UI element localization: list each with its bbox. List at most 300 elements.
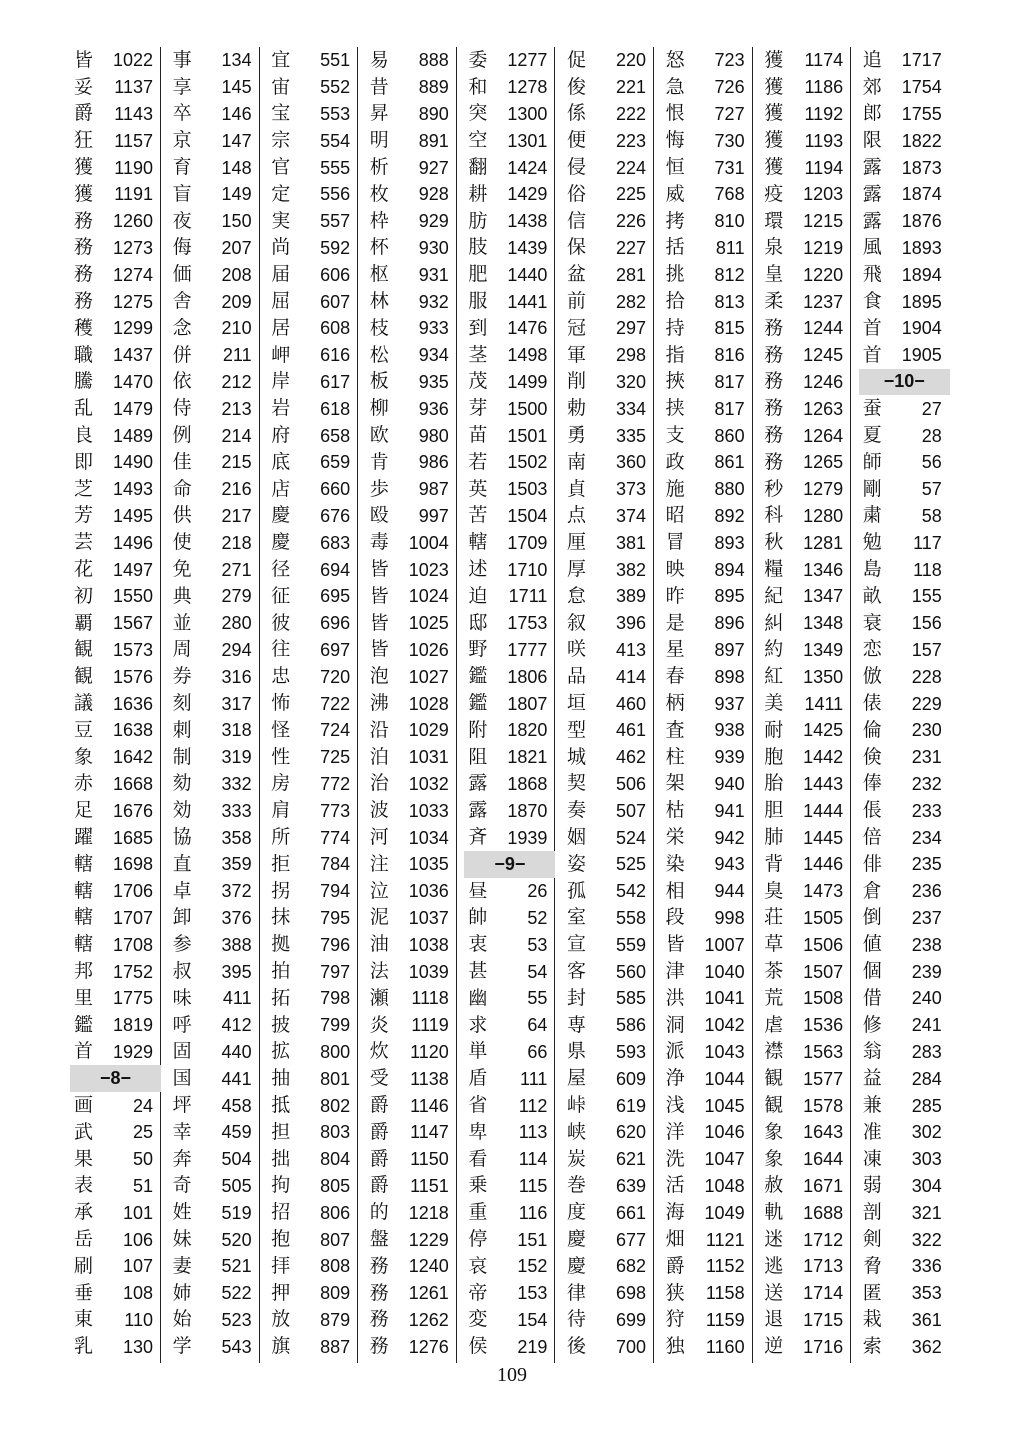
- entry-number: 812: [714, 264, 745, 285]
- kanji-character: 垂: [74, 1281, 94, 1304]
- entry-number: 302: [911, 1122, 942, 1143]
- index-entry: [70, 476, 161, 503]
- index-column: [662, 47, 753, 1363]
- kanji-character: 観: [74, 638, 94, 661]
- entry-number: 522: [221, 1283, 252, 1304]
- entry-number: 1755: [901, 103, 942, 124]
- kanji-character: 命: [172, 477, 192, 500]
- index-entry: [563, 1280, 654, 1307]
- kanji-character: 客: [567, 960, 587, 983]
- entry-number: 524: [615, 827, 646, 848]
- entry-number: 1712: [803, 1229, 844, 1250]
- kanji-character: 表: [74, 1174, 94, 1197]
- entry-number: 1893: [901, 237, 942, 258]
- entry-number: 236: [911, 881, 942, 902]
- index-entry: [464, 1226, 555, 1253]
- entry-number: 505: [221, 1175, 252, 1196]
- index-entry: [70, 1226, 161, 1253]
- kanji-character: 沿: [369, 718, 389, 741]
- entry-number: 804: [320, 1149, 351, 1170]
- entry-number: 1275: [112, 291, 153, 312]
- index-entry: [859, 985, 950, 1012]
- entry-number: 1042: [704, 1015, 745, 1036]
- index-entry: [169, 1333, 260, 1360]
- kanji-character: 枝: [369, 316, 389, 339]
- index-entry: [563, 958, 654, 985]
- index-entry: [662, 985, 753, 1012]
- entry-number: 607: [320, 291, 351, 312]
- kanji-character: 姉: [172, 1281, 192, 1304]
- index-entry: [70, 154, 161, 181]
- kanji-character: 剛: [862, 477, 882, 500]
- index-entry: [760, 771, 851, 798]
- kanji-character: 昨: [665, 584, 685, 607]
- index-entry: [563, 1039, 654, 1066]
- index-entry: [859, 771, 950, 798]
- index-entry: [464, 1065, 555, 1092]
- index-entry: [760, 1092, 851, 1119]
- entry-number: 1039: [408, 961, 449, 982]
- index-entry: [169, 851, 260, 878]
- kanji-character: 荘: [764, 906, 784, 929]
- entry-number: 232: [911, 773, 942, 794]
- entry-number: 52: [527, 907, 548, 928]
- entry-number: 316: [221, 666, 252, 687]
- kanji-character: 糧: [764, 558, 784, 581]
- kanji-character: 柄: [665, 692, 685, 715]
- index-entry: [70, 663, 161, 690]
- entry-number: 271: [221, 559, 252, 580]
- kanji-character: 室: [567, 906, 587, 929]
- index-entry: [760, 476, 851, 503]
- index-entry: [760, 797, 851, 824]
- entry-number: 1299: [112, 318, 153, 339]
- kanji-character: 芝: [74, 477, 94, 500]
- entry-number: 773: [320, 800, 351, 821]
- kanji-character: 貞: [567, 477, 587, 500]
- entry-number: 730: [714, 130, 745, 151]
- index-entry: [760, 958, 851, 985]
- kanji-character: 沸: [369, 692, 389, 715]
- kanji-character: 国: [172, 1067, 192, 1090]
- entry-number: 1160: [705, 1336, 745, 1357]
- index-entry: [662, 154, 753, 181]
- entry-number: 1348: [803, 613, 844, 634]
- kanji-character: 忠: [271, 665, 291, 688]
- entry-number: 335: [615, 425, 646, 446]
- entry-number: 58: [921, 505, 942, 526]
- kanji-character: 和: [468, 75, 488, 98]
- entry-number: 1441: [507, 291, 548, 312]
- kanji-character: 退: [764, 1308, 784, 1331]
- entry-number: 699: [615, 1309, 646, 1330]
- entry-number: 1577: [803, 1068, 844, 1089]
- entry-number: 55: [527, 988, 548, 1009]
- index-entry: [760, 931, 851, 958]
- entry-number: 1265: [803, 452, 844, 473]
- index-entry: [169, 958, 260, 985]
- entry-number: 1118: [411, 988, 449, 1009]
- index-entry: [70, 610, 161, 637]
- entry-number: 1504: [507, 505, 548, 526]
- index-entry: [662, 663, 753, 690]
- kanji-character: 所: [271, 826, 291, 849]
- entry-number: 388: [221, 934, 252, 955]
- kanji-character: 昼: [468, 879, 488, 902]
- kanji-character: 店: [271, 477, 291, 500]
- index-entry: [267, 985, 358, 1012]
- index-entry: [169, 771, 260, 798]
- kanji-character: 美: [764, 692, 784, 715]
- kanji-character: 爵: [369, 1120, 389, 1143]
- index-entry: [70, 235, 161, 262]
- entry-number: 117: [913, 532, 942, 553]
- entry-number: 980: [418, 425, 449, 446]
- index-entry: [267, 449, 358, 476]
- index-entry: [169, 449, 260, 476]
- kanji-character: 倀: [862, 799, 882, 822]
- kanji-character: 疫: [764, 182, 784, 205]
- kanji-character: 是: [665, 611, 685, 634]
- kanji-character: 持: [665, 316, 685, 339]
- entry-number: 1536: [803, 1015, 844, 1036]
- kanji-character: 務: [74, 263, 94, 286]
- index-entry: [859, 1146, 950, 1173]
- entry-number: 798: [320, 988, 351, 1009]
- entry-number: 696: [320, 613, 351, 634]
- entry-number: 1276: [408, 1336, 449, 1357]
- index-entry: [267, 181, 358, 208]
- kanji-character: 逆: [764, 1335, 784, 1358]
- kanji-character: 観: [74, 665, 94, 688]
- kanji-character: 城: [567, 745, 587, 768]
- entry-number: 460: [615, 693, 646, 714]
- kanji-character: 拘: [271, 1174, 291, 1197]
- entry-number: 297: [615, 318, 646, 339]
- entry-number: 130: [122, 1336, 153, 1357]
- entry-number: 724: [320, 720, 351, 741]
- entry-number: 661: [615, 1202, 646, 1223]
- index-entry: [760, 449, 851, 476]
- entry-number: 888: [418, 50, 449, 71]
- index-entry: [267, 851, 358, 878]
- kanji-character: 食: [862, 290, 882, 313]
- kanji-character: 泊: [369, 745, 389, 768]
- kanji-character: 欧: [369, 424, 389, 447]
- index-entry: [169, 583, 260, 610]
- index-entry: [662, 235, 753, 262]
- kanji-character: 狩: [665, 1308, 685, 1331]
- index-entry: [662, 1173, 753, 1200]
- index-entry: [859, 261, 950, 288]
- index-entry: [563, 690, 654, 717]
- kanji-character: 悔: [665, 129, 685, 152]
- kanji-character: 易: [369, 48, 389, 71]
- index-entry: [464, 771, 555, 798]
- entry-number: 1894: [901, 264, 942, 285]
- kanji-character: 明: [369, 129, 389, 152]
- kanji-character: 胆: [764, 799, 784, 822]
- index-entry: [464, 797, 555, 824]
- kanji-character: 英: [468, 477, 488, 500]
- kanji-character: 栽: [862, 1308, 882, 1331]
- kanji-character: 南: [567, 450, 587, 473]
- entry-number: 441: [221, 1068, 252, 1089]
- kanji-character: 咲: [567, 638, 587, 661]
- index-entry: [70, 1307, 161, 1334]
- entry-number: 1493: [112, 479, 153, 500]
- entry-number: 552: [320, 77, 351, 98]
- index-entry: [464, 1253, 555, 1280]
- index-entry: [169, 181, 260, 208]
- kanji-character: 併: [172, 343, 192, 366]
- kanji-character: 固: [172, 1040, 192, 1063]
- stroke-count-header: [70, 1065, 161, 1092]
- kanji-index-columns: [70, 47, 958, 1363]
- entry-number: 695: [320, 586, 351, 607]
- entry-number: 50: [132, 1149, 153, 1170]
- entry-number: 1500: [507, 398, 548, 419]
- entry-number: 801: [320, 1068, 351, 1089]
- index-entry: [760, 422, 851, 449]
- entry-number: 1263: [803, 398, 844, 419]
- entry-number: 1279: [803, 479, 844, 500]
- kanji-character: 務: [369, 1308, 389, 1331]
- index-entry: [366, 905, 457, 932]
- kanji-character: 冠: [567, 316, 587, 339]
- index-entry: [267, 771, 358, 798]
- entry-number: 892: [714, 505, 745, 526]
- index-entry: [70, 556, 161, 583]
- entry-number: 53: [527, 934, 548, 955]
- entry-number: 376: [221, 907, 252, 928]
- index-entry: [563, 74, 654, 101]
- entry-number: 157: [911, 639, 942, 660]
- index-entry: [267, 1039, 358, 1066]
- kanji-character: 抹: [271, 906, 291, 929]
- index-entry: [859, 878, 950, 905]
- index-entry: [859, 154, 950, 181]
- index-entry: [366, 1253, 457, 1280]
- index-entry: [662, 476, 753, 503]
- kanji-character: 効: [172, 799, 192, 822]
- kanji-character: 段: [665, 906, 685, 929]
- entry-number: 215: [221, 452, 252, 473]
- kanji-character: 露: [862, 209, 882, 232]
- index-entry: [859, 717, 950, 744]
- index-entry: [267, 824, 358, 851]
- kanji-character: 兼: [862, 1094, 882, 1117]
- index-entry: [70, 127, 161, 154]
- index-entry: [859, 1253, 950, 1280]
- index-entry: [464, 127, 555, 154]
- entry-number: 1676: [112, 800, 153, 821]
- kanji-character: 枢: [369, 263, 389, 286]
- entry-number: 803: [320, 1122, 351, 1143]
- index-entry: [366, 1333, 457, 1360]
- kanji-character: 独: [665, 1335, 685, 1358]
- entry-number: 1190: [114, 157, 153, 178]
- index-entry: [169, 1307, 260, 1334]
- kanji-character: 獲: [764, 48, 784, 71]
- index-entry: [464, 261, 555, 288]
- entry-number: 1281: [803, 532, 844, 553]
- kanji-character: 虐: [764, 1013, 784, 1036]
- kanji-character: 芳: [74, 504, 94, 527]
- entry-number: 1174: [804, 50, 844, 71]
- entry-number: 156: [911, 613, 942, 634]
- kanji-character: 芽: [468, 397, 488, 420]
- entry-number: 1022: [112, 50, 153, 71]
- index-entry: [366, 824, 457, 851]
- kanji-character: 昔: [369, 75, 389, 98]
- index-entry: [662, 208, 753, 235]
- entry-number: 504: [221, 1149, 252, 1170]
- entry-number: 1717: [901, 50, 942, 71]
- entry-number: 815: [714, 318, 745, 339]
- entry-number: 111: [520, 1068, 548, 1089]
- kanji-character: 粛: [862, 504, 882, 527]
- entry-number: 861: [714, 452, 745, 473]
- entry-number: 1026: [408, 639, 449, 660]
- entry-number: 1034: [408, 827, 449, 848]
- entry-number: 1490: [112, 452, 153, 473]
- kanji-character: 露: [468, 799, 488, 822]
- kanji-character: 免: [172, 558, 192, 581]
- entry-number: 64: [527, 1015, 548, 1036]
- entry-number: 1688: [803, 1202, 844, 1223]
- kanji-character: 到: [468, 316, 488, 339]
- kanji-character: 居: [271, 316, 291, 339]
- kanji-character: 炎: [369, 1013, 389, 1036]
- entry-number: 222: [615, 103, 646, 124]
- entry-number: 1143: [114, 103, 153, 124]
- kanji-character: 卸: [172, 906, 192, 929]
- kanji-character: 係: [567, 102, 587, 125]
- kanji-character: 屈: [271, 290, 291, 313]
- index-entry: [464, 235, 555, 262]
- entry-number: 461: [615, 720, 646, 741]
- kanji-character: 拓: [271, 986, 291, 1009]
- entry-number: 1037: [408, 907, 449, 928]
- kanji-character: 括: [665, 236, 685, 259]
- index-entry: [662, 47, 753, 74]
- index-entry: [267, 663, 358, 690]
- entry-number: 146: [221, 103, 252, 124]
- index-entry: [366, 288, 457, 315]
- kanji-character: 拝: [271, 1254, 291, 1277]
- index-entry: [859, 958, 950, 985]
- index-entry: [169, 690, 260, 717]
- index-entry: [760, 154, 851, 181]
- index-entry: [859, 1333, 950, 1360]
- index-entry: [70, 1039, 161, 1066]
- index-entry: [169, 931, 260, 958]
- entry-number: 676: [320, 505, 351, 526]
- index-entry: [464, 1092, 555, 1119]
- entry-number: 336: [911, 1256, 942, 1277]
- index-entry: [267, 369, 358, 396]
- kanji-character: 覇: [74, 611, 94, 634]
- entry-number: 1576: [112, 666, 153, 687]
- kanji-character: 弱: [862, 1174, 882, 1197]
- entry-number: 1048: [704, 1175, 745, 1196]
- index-entry: [464, 101, 555, 128]
- index-entry: [563, 1199, 654, 1226]
- entry-number: 1040: [704, 961, 745, 982]
- index-entry: [366, 663, 457, 690]
- index-entry: [267, 261, 358, 288]
- entry-number: 1438: [507, 211, 548, 232]
- index-entry: [563, 744, 654, 771]
- kanji-character: 津: [665, 960, 685, 983]
- kanji-character: 俊: [567, 75, 587, 98]
- kanji-character: 追: [862, 48, 882, 71]
- kanji-character: 波: [369, 799, 389, 822]
- kanji-character: 述: [468, 558, 488, 581]
- entry-number: 1044: [704, 1068, 745, 1089]
- kanji-character: 恒: [665, 156, 685, 179]
- kanji-character: 変: [468, 1308, 488, 1331]
- entry-number: 894: [714, 559, 745, 580]
- index-entry: [267, 208, 358, 235]
- kanji-character: 剖: [862, 1201, 882, 1224]
- index-entry: [563, 583, 654, 610]
- index-entry: [169, 637, 260, 664]
- kanji-character: 剣: [862, 1228, 882, 1251]
- kanji-character: 勅: [567, 397, 587, 420]
- entry-number: 372: [221, 881, 252, 902]
- entry-number: 333: [221, 800, 252, 821]
- entry-number: 816: [714, 345, 745, 366]
- entry-number: 153: [517, 1283, 548, 1304]
- kanji-character: 坪: [172, 1094, 192, 1117]
- kanji-character: 岬: [271, 343, 291, 366]
- kanji-character: 務: [74, 236, 94, 259]
- index-entry: [760, 1039, 851, 1066]
- kanji-character: 冒: [665, 531, 685, 554]
- index-entry: [366, 127, 457, 154]
- kanji-character: 佳: [172, 450, 192, 473]
- index-entry: [662, 824, 753, 851]
- index-entry: [267, 717, 358, 744]
- index-entry: [563, 1146, 654, 1173]
- index-entry: [563, 529, 654, 556]
- entry-number: 285: [911, 1095, 942, 1116]
- entry-number: 458: [221, 1095, 252, 1116]
- index-entry: [859, 101, 950, 128]
- index-entry: [464, 181, 555, 208]
- index-entry: [760, 288, 851, 315]
- index-entry: [662, 1199, 753, 1226]
- kanji-character: 倉: [862, 879, 882, 902]
- index-entry: [662, 1280, 753, 1307]
- entry-number: 939: [714, 747, 745, 768]
- kanji-character: 甚: [468, 960, 488, 983]
- index-entry: [662, 771, 753, 798]
- kanji-character: 枠: [369, 209, 389, 232]
- kanji-character: 厘: [567, 531, 587, 554]
- entry-number: 1049: [704, 1202, 745, 1223]
- index-entry: [760, 905, 851, 932]
- entry-number: 698: [615, 1283, 646, 1304]
- entry-number: 1777: [507, 639, 548, 660]
- entry-number: 1120: [410, 1041, 449, 1062]
- index-entry: [760, 342, 851, 369]
- entry-number: 134: [221, 50, 252, 71]
- entry-number: 1429: [507, 184, 548, 205]
- entry-number: 585: [615, 988, 646, 1009]
